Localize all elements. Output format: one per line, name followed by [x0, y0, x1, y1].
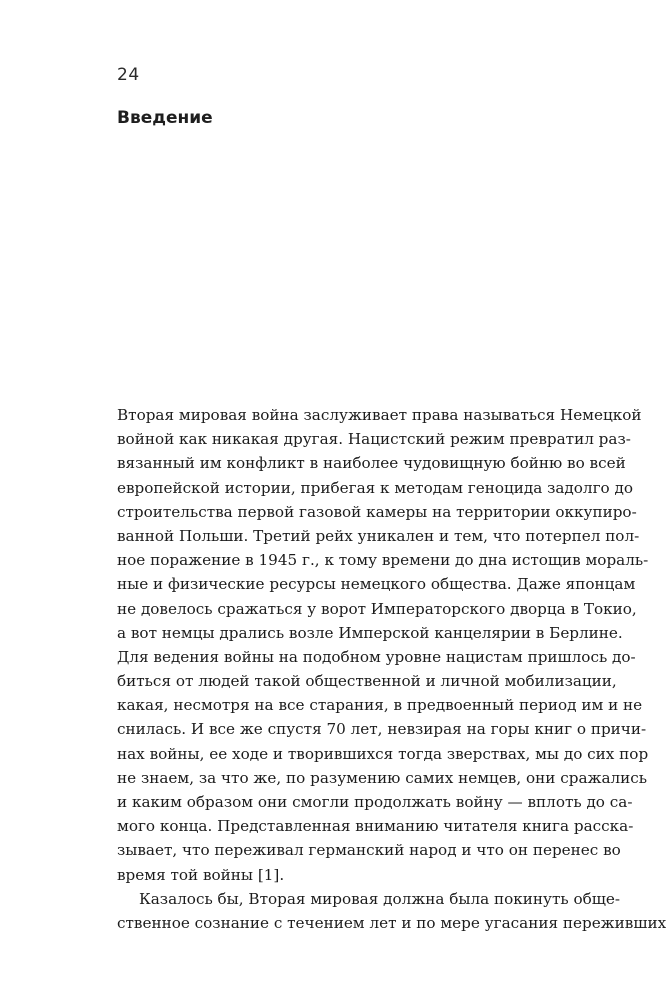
text-line: биться от людей такой общественной и личной мобилизации, — [117, 672, 617, 691]
text-line: вязанный им конфликт в наиболее чудовищную бойню во всей — [117, 454, 626, 473]
text-line: строительства первой газовой камеры на территории оккупиро- — [117, 502, 637, 521]
text-line: снилась. И все же спустя 70 лет, невзирая на горы книг о причи- — [117, 720, 647, 739]
text-line: нах войны, ее ходе и творившихся тогда зверствах, мы до сих пор — [117, 744, 649, 763]
text-line: какая, несмотря на все старания, в предвоенный период им и не — [117, 696, 643, 715]
text-line: ственное сознание с течением лет и по мере угасания переживших — [117, 913, 666, 932]
text-line: войной как никакая другая. Нацистский режим превратил раз- — [117, 430, 631, 449]
text-line: Вторая мировая война заслуживает права называться Немецкой — [117, 406, 642, 424]
page-number: 24 — [117, 65, 140, 85]
text-line: ные и физические ресурсы немецкого общества. Даже японцам — [117, 575, 636, 594]
text-line: ванной Польши. Третий рейх уникален и тем, что потерпел пол- — [117, 526, 640, 545]
text-line: не знаем, за что же, по разумению самих немцев, они сражались — [117, 768, 648, 787]
text-line: ное поражение в 1945 г., к тому времени до дна истощив мораль- — [117, 551, 649, 570]
section-title: Введение — [117, 108, 213, 128]
body-text — [117, 403, 666, 935]
text-line: зывает, что переживал германский народ и что он перенес во — [117, 841, 621, 860]
text-line: европейской истории, прибегая к методам геноцида задолго до — [117, 478, 633, 497]
text-line: Для ведения войны на подобном уровне нацистам пришлось до- — [117, 647, 636, 666]
text-line: и каким образом они смогли продолжать войну — вплоть до са- — [117, 793, 633, 811]
text-line: мого конца. Представленная вниманию читателя книга расска- — [117, 817, 634, 836]
text-line: время той войны [1]. — [117, 865, 285, 884]
text-line: не довелось сражаться у ворот Императорского дворца в Токио, — [117, 599, 637, 618]
text-line: а вот немцы дрались возле Имперской канцелярии в Берлине. — [117, 623, 623, 642]
text-line: Казалось бы, Вторая мировая должна была покинуть обще- — [139, 889, 620, 908]
